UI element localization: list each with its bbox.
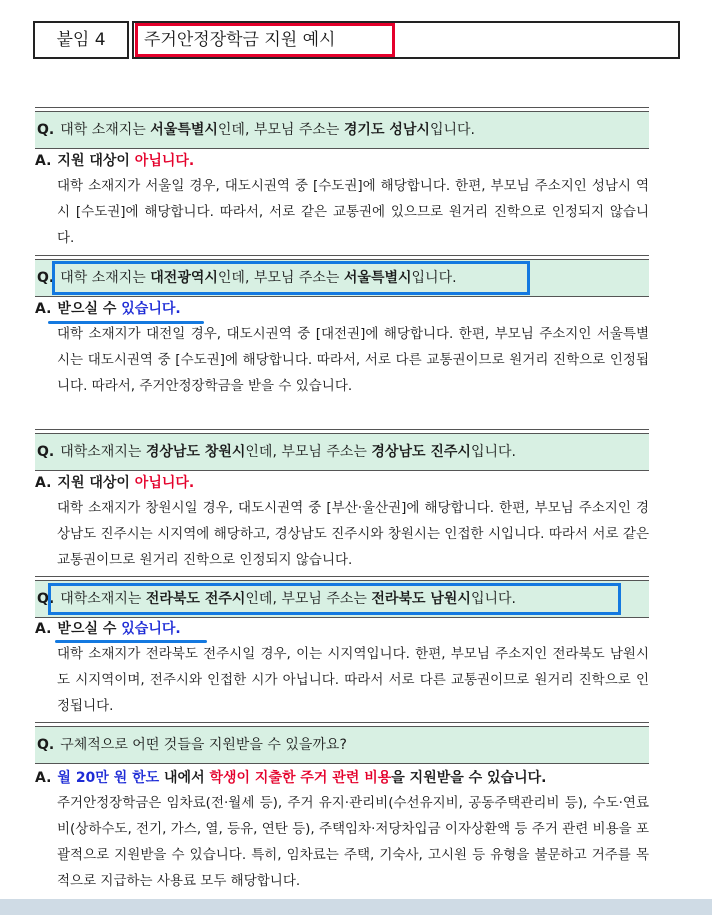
page-title: 주거안정장학금 지원 예시	[135, 23, 395, 57]
answer-text: 받으실 수	[57, 621, 122, 637]
answer-verdict: 있습니다.	[121, 301, 181, 317]
answer-3	[35, 473, 651, 568]
highlight-box	[52, 261, 530, 295]
question-text: 인데, 부모님 주소는	[217, 122, 344, 138]
question-text: 대학 소재지는	[60, 270, 151, 286]
question-text: 입니다.	[411, 270, 457, 286]
question-text: 인데, 부모님 주소는	[217, 270, 344, 286]
answer-verdict: 있습니다.	[121, 621, 181, 637]
highlight-underline	[55, 640, 207, 643]
question-text: 입니다.	[470, 444, 516, 460]
answer-mark: A.	[35, 301, 52, 317]
question-bold: 전라북도 남원시	[371, 591, 471, 607]
question-text: 구체적으로 어떤 것들을 지원받을 수 있을까요?	[60, 737, 347, 753]
attachment-tag: 붙임 4	[33, 21, 129, 59]
question-bold: 서울특별시	[343, 270, 412, 286]
page-footer-bar	[0, 899, 712, 915]
answer-5	[35, 768, 651, 889]
question-3	[35, 433, 649, 471]
question-text: 인데, 부모님 주소는	[245, 591, 372, 607]
answer-2	[35, 299, 651, 394]
answer-highlight: 학생이 지출한 주거 관련 비용	[209, 770, 392, 786]
answer-heading	[35, 768, 651, 788]
answer-mark: A.	[35, 475, 52, 491]
question-bold: 경상남도 진주시	[371, 444, 471, 460]
answer-amount: 월 20만 원 한도	[57, 770, 160, 786]
question-mark: Q.	[37, 737, 55, 753]
question-mark: Q.	[37, 591, 55, 607]
question-bold: 경상남도 창원시	[145, 444, 246, 460]
question-bold: 경기도 성남시	[343, 122, 430, 138]
answer-1	[35, 151, 651, 246]
question-text: 인데, 부모님 주소는	[245, 444, 372, 460]
answer-verdict: 아닙니다.	[134, 475, 195, 491]
answer-text: 받으실 수	[57, 301, 122, 317]
question-1	[35, 111, 649, 149]
title-box	[132, 21, 680, 59]
question-text: 대학소재지는	[60, 444, 146, 460]
question-5	[35, 726, 649, 764]
question-text: 입니다.	[470, 591, 516, 607]
question-bold: 대전광역시	[150, 270, 218, 286]
question-bold: 전라북도 전주시	[145, 591, 246, 607]
answer-mark: A.	[35, 153, 52, 169]
highlight-box	[48, 583, 621, 615]
answer-text: 지원 대상이	[57, 153, 135, 169]
answer-body: 주거안정장학금은 임차료(전·월세 등), 주거 유지·관리비(수선유지비, 공동주택관리비 등), 수도·연료비(상하수도, 전기, 가스, 열, 등유, 연탄 등), 주택임차·저당차입금 이자상환액 등 주거 관련 비용을 포괄적으로 지원받을 수 있습니다. 특히, 임차료는 주택, 기숙사, 고시원 등 유형을 불문하고 거주를 목적으로 지급하는 사용료 모두 해당합니다.	[57, 795, 649, 889]
question-mark: Q.	[37, 122, 55, 138]
answer-body: 대학 소재지가 전라북도 전주시일 경우, 이는 시지역입니다. 한편, 부모님 주소지인 전라북도 남원시도 시지역이며, 전주시와 인접한 시가 아닙니다. 따라서 서로 다른 교통권이므로 원거리 진학으로 인정됩니다.	[57, 646, 649, 714]
answer-text: 지원 대상이	[57, 475, 135, 491]
answer-mark: A.	[35, 770, 52, 786]
question-mark: Q.	[37, 444, 55, 460]
answer-heading	[35, 473, 651, 493]
answer-heading	[35, 619, 651, 639]
answer-4	[35, 619, 651, 714]
answer-body: 대학 소재지가 대전일 경우, 대도시권역 중 [대전권]에 해당합니다. 한편, 부모님 주소지인 서울특별시는 대도시권역 중 [수도권]에 해당합니다. 따라서, 서로 다른 교통권이므로 원거리 진학으로 인정됩니다. 따라서, 주거안정장학금을 받을 수 있습니다.	[57, 326, 649, 394]
answer-text: 내에서	[159, 770, 210, 786]
question-bold: 서울특별시	[150, 122, 218, 138]
question-text: 대학 소재지는	[60, 122, 151, 138]
answer-heading	[35, 299, 651, 319]
answer-mark: A.	[35, 621, 52, 637]
question-text: 대학소재지는	[60, 591, 146, 607]
answer-text: 을 지원받을 수 있습니다.	[391, 770, 547, 786]
question-mark: Q.	[37, 270, 55, 286]
answer-verdict: 아닙니다.	[134, 153, 195, 169]
answer-body: 대학 소재지가 창원시일 경우, 대도시권역 중 [부산·울산권]에 해당합니다. 한편, 부모님 주소지인 경상남도 진주시는 시지역에 해당하고, 경상남도 진주시와 창원시는 인접한 시입니다. 따라서 서로 같은 교통권이므로 원거리 진학으로 인정되지 않습니다.	[57, 500, 649, 568]
question-text: 입니다.	[429, 122, 475, 138]
answer-heading	[35, 151, 651, 171]
highlight-underline	[48, 321, 204, 324]
answer-body: 대학 소재지가 서울일 경우, 대도시권역 중 [수도권]에 해당합니다. 한편, 부모님 주소지인 성남시 역시 [수도권]에 해당합니다. 따라서, 서로 같은 교통권에 있으므로 원거리 진학으로 인정되지 않습니다.	[57, 178, 649, 246]
